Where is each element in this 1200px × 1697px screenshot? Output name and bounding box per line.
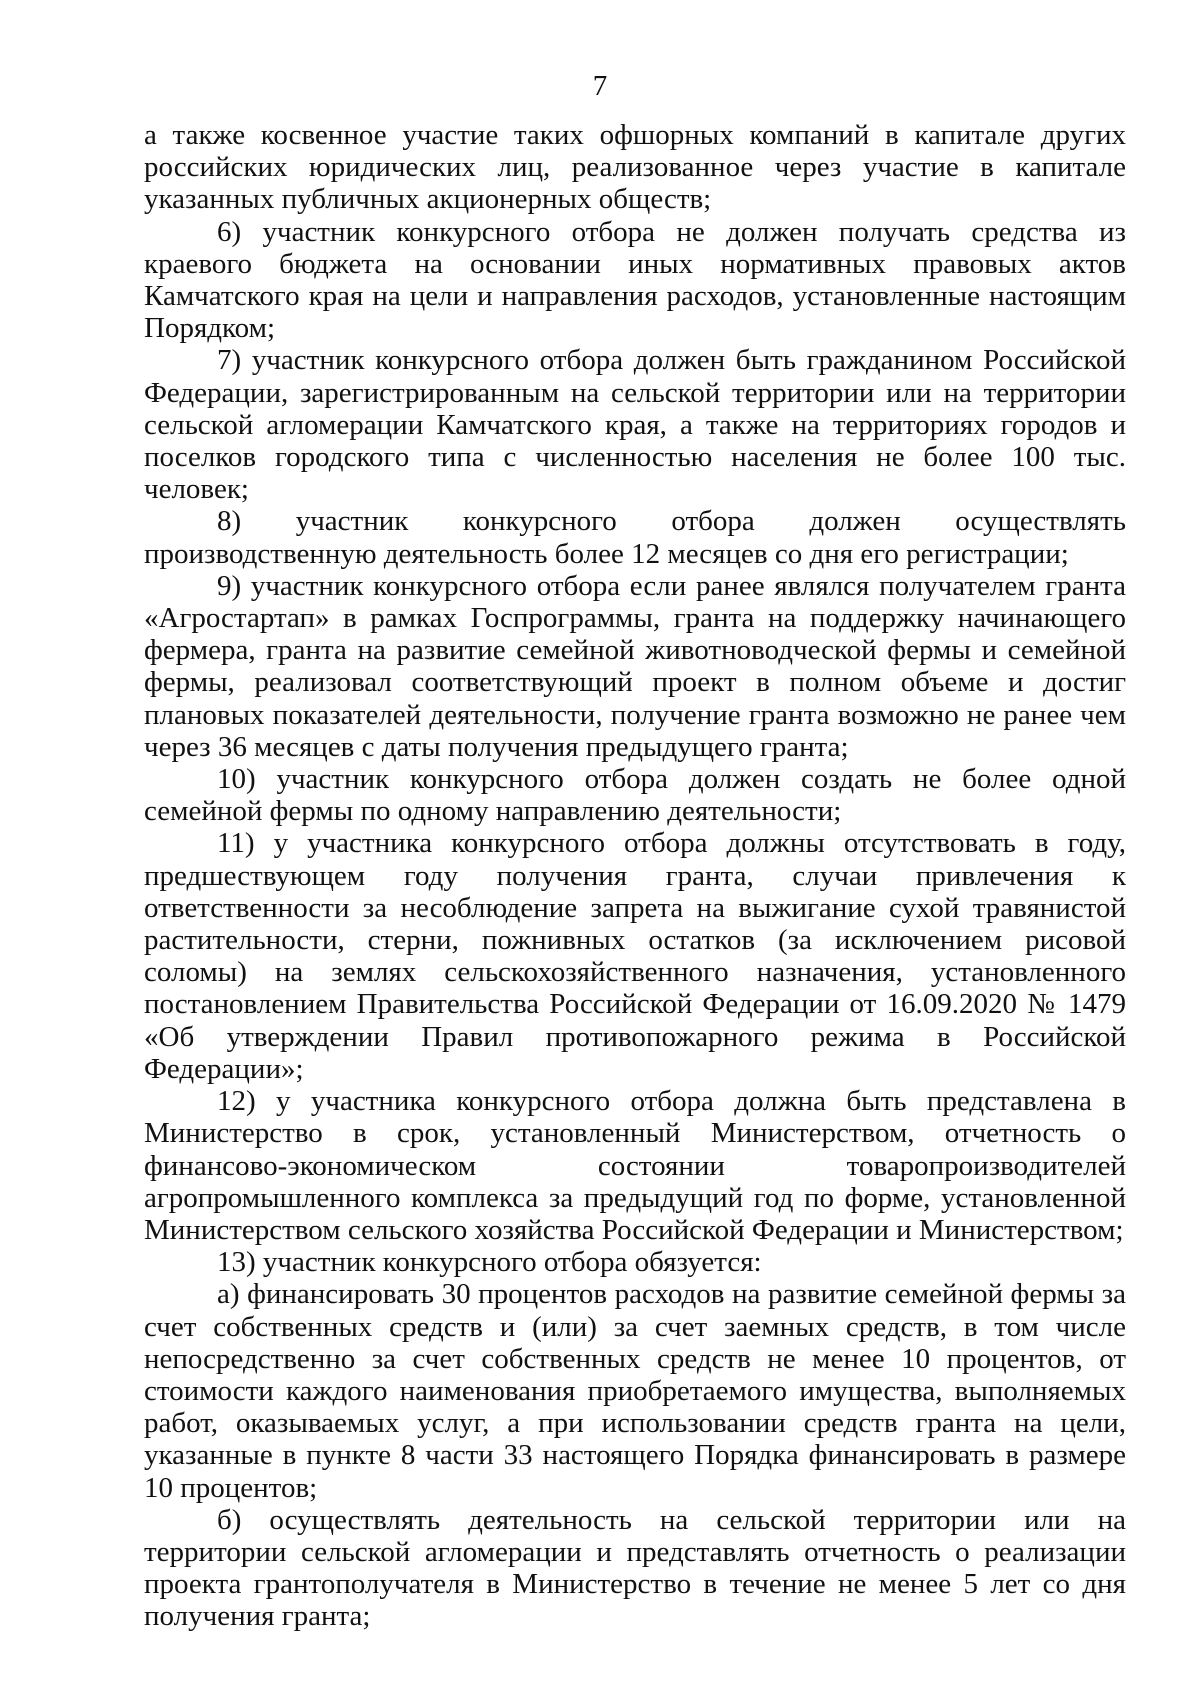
paragraph-continuation: а также косвенное участие таких офшорных компаний в капитале других российских юридических лиц, реализованное через участие в капитале указанных публичных акционерных обществ;	[144, 119, 1126, 216]
page-number: 7	[592, 70, 608, 102]
paragraph-subitem-a: а) финансировать 30 процентов расходов на развитие семейной фермы за счет собственных средств и (или) за счет заемных средств, в том числе непосредственно за счет собственных средств не менее 10 процентов, от стоимости каждого наименования приобретаемого имущества, выполняемых работ, оказываемых услуг, а при использовании средств гранта на цели, указанные в пункте 8 части 33 настоящего Порядка финансировать в размере 10 процентов;	[144, 1278, 1126, 1504]
paragraph-item-7: 7) участник конкурсного отбора должен быть гражданином Российской Федерации, зарегистрированным на сельской территории или на территории сельской агломерации Камчатского края, а также на территориях городов и поселков городского типа с численностью населения не более 100 тыс. человек;	[144, 344, 1126, 506]
paragraph-subitem-b: б) осуществлять деятельность на сельской территории или на территории сельской агломерации и представлять отчетность о реализации проекта грантополучателя в Министерство в течение не менее 5 лет со дня получения гранта;	[144, 1503, 1126, 1633]
paragraph-item-10: 10) участник конкурсного отбора должен создать не более одной семейной фермы по одному направлению деятельности;	[144, 763, 1126, 828]
paragraph-item-13: 13) участник конкурсного отбора обязуется:	[217, 1246, 762, 1279]
paragraph-item-9: 9) участник конкурсного отбора если ранее являлся получателем гранта «Агростартап» в рамках Госпрограммы, гранта на поддержку начинающего фермера, гранта на развитие семейной животноводческой фермы и семейной фермы, реализовал соответствующий проект в полном объеме и достиг плановых показателей деятельности, получение гранта возможно не ранее чем через 36 месяцев с даты получения предыдущего гранта;	[144, 569, 1126, 763]
paragraph-item-6: 6) участник конкурсного отбора не должен получать средства из краевого бюджета на основании иных нормативных правовых актов Камчатского края на цели и направления расходов, установленные настоящим Порядком;	[144, 215, 1126, 345]
paragraph-item-11: 11) у участника конкурсного отбора должны отсутствовать в году, предшествующем году получения гранта, случаи привлечения к ответственности за несоблюдение запрета на выжигание сухой травянистой растительности, стерни, пожнивных остатков (за исключением рисовой соломы) на землях сельскохозяйственного назначения, установленного постановлением Правительства Российской Федерации от 16.09.2020 № 1479 «Об утверждении Правил противопожарного режима в Российской Федерации»;	[144, 827, 1126, 1085]
document-body	[144, 119, 1126, 1633]
paragraph-item-8: 8) участник конкурсного отбора должен осуществлять производственную деятельность более 12 месяцев со дня его регистрации;	[144, 505, 1126, 570]
paragraph-item-12: 12) у участника конкурсного отбора должна быть представлена в Министерство в срок, установленный Министерством, отчетность о финансово-экономическом состоянии товаропроизводителей агропромышленного комплекса за предыдущий год по форме, установленной Министерством сельского хозяйства Российской Федерации и Министерством;	[144, 1085, 1126, 1246]
